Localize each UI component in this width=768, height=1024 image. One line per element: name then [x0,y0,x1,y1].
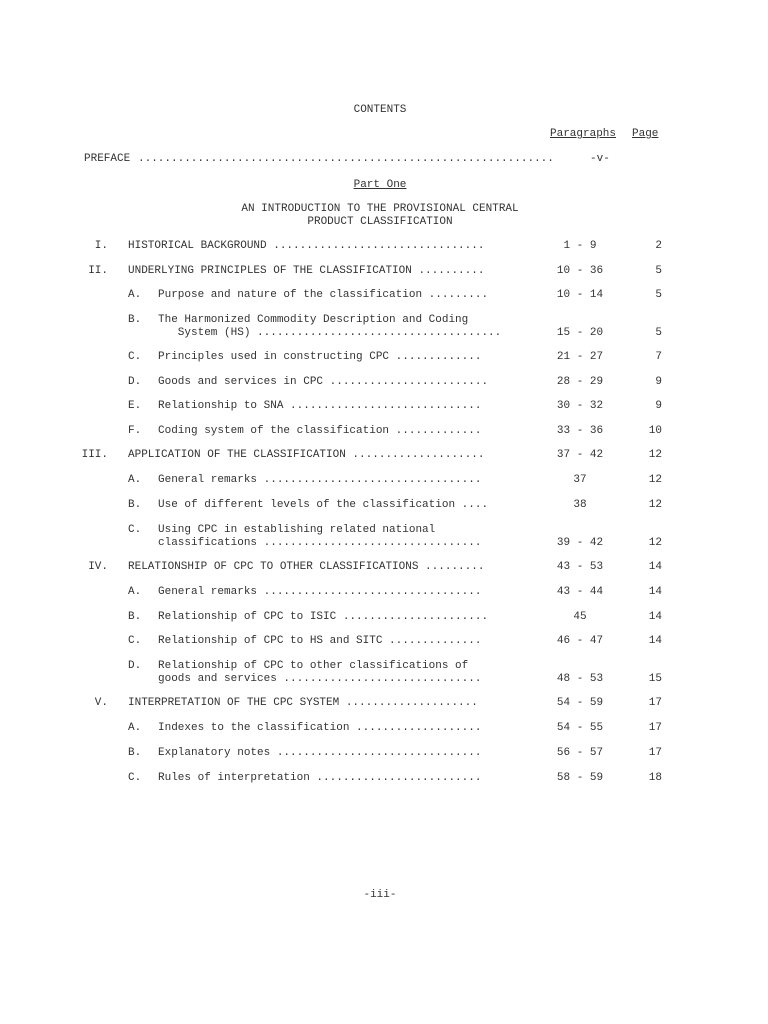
section-number: V. [94,697,108,709]
paragraph-range: 10 - 36 [556,265,604,277]
subsection-letter: B. [128,747,142,759]
paragraph-range: 1 - 9 [563,240,597,252]
preface-leaders: ............................................................... [138,153,554,165]
page-number: 5 [655,327,662,339]
page-number: 12 [648,474,662,486]
subsection-letter: A. [128,289,142,301]
entry-title-line: Relationship of CPC to ISIC ...................... [158,611,489,623]
entry-title-line: INTERPRETATION OF THE CPC SYSTEM .................... [128,697,478,709]
preface-page: -v- [590,153,610,165]
entry-title-line: General remarks ................................. [158,586,482,598]
page-number: 17 [648,697,662,709]
entry-title-line: Relationship of CPC to HS and SITC .............. [158,635,482,647]
page-number: 9 [655,376,662,388]
page-column-header: Page [632,128,659,140]
page-number: 12 [648,449,662,461]
paragraph-range: 54 - 59 [556,697,604,709]
page-number: 14 [648,561,662,573]
subsection-letter: F. [128,425,142,437]
section-number: IV. [88,561,108,573]
contents-heading: CONTENTS [353,104,407,116]
subsection-letter: C. [128,635,142,647]
entry-title-line: General remarks ................................. [158,474,482,486]
paragraph-range: 21 - 27 [556,351,604,363]
entry-title-line: Relationship to SNA ............................. [158,400,482,412]
page-number: 5 [655,289,662,301]
paragraph-range: 30 - 32 [556,400,604,412]
paragraph-range: 37 - 42 [556,449,604,461]
section-number: I. [94,240,108,252]
page-number: 12 [648,499,662,511]
subsection-letter: A. [128,474,142,486]
page-number: 12 [648,537,662,549]
page-number: 18 [648,772,662,784]
paragraph-range: 33 - 36 [556,425,604,437]
subsection-letter: D. [128,376,142,388]
entry-title-line: Use of different levels of the classification .... [158,499,489,511]
subsection-letter: B. [128,499,142,511]
entry-title-line: Goods and services in CPC ........................ [158,376,489,388]
entry-title-line: Using CPC in establishing related national [158,524,436,536]
subsection-letter: A. [128,586,142,598]
entry-title-line: Explanatory notes ............................... [158,747,482,759]
entry-title-line: Principles used in constructing CPC ............. [158,351,482,363]
entry-title-line: Indexes to the classification ................... [158,722,482,734]
paragraph-range: 58 - 59 [556,772,604,784]
paragraph-range: 45 [573,611,587,623]
subsection-letter: B. [128,611,142,623]
preface-label: PREFACE [84,153,131,165]
paragraph-range: 43 - 53 [556,561,604,573]
entry-title-line: HISTORICAL BACKGROUND ................................ [128,240,485,252]
paragraph-range: 43 - 44 [556,586,604,598]
page-number: 14 [648,635,662,647]
page-number: 17 [648,722,662,734]
entry-title-line: System (HS) ..................................... [158,327,502,339]
paragraphs-column-header: Paragraphs [550,128,617,140]
page-number: 2 [655,240,662,252]
paragraph-range: 46 - 47 [556,635,604,647]
entry-title-line: Purpose and nature of the classification ......... [158,289,489,301]
paragraph-range: 56 - 57 [556,747,604,759]
subsection-letter: E. [128,400,142,412]
page-number: 14 [648,586,662,598]
entry-title-line: Coding system of the classification ............. [158,425,482,437]
page-number: 15 [648,673,662,685]
entry-title-line: RELATIONSHIP OF CPC TO OTHER CLASSIFICATIONS ......... [128,561,485,573]
subsection-letter: C. [128,772,142,784]
paragraph-range: 38 [573,499,587,511]
entry-title-line: classifications ................................. [158,537,482,549]
entry-title-line: APPLICATION OF THE CLASSIFICATION .................... [128,449,485,461]
entry-title-line: Relationship of CPC to other classifications of [158,660,469,672]
subsection-letter: B. [128,314,142,326]
part-subtitle-line-1: AN INTRODUCTION TO THE PROVISIONAL CENTRAL [241,203,519,215]
page-number: 10 [648,425,662,437]
page-number: 9 [655,400,662,412]
entry-title-line: goods and services .............................. [158,673,482,685]
section-number: II. [88,265,108,277]
paragraph-range: 37 [573,474,587,486]
subsection-letter: C. [128,351,142,363]
part-title: Part One [353,179,407,191]
paragraph-range: 48 - 53 [556,673,604,685]
entry-title-line: Rules of interpretation ......................... [158,772,482,784]
entry-title-line: UNDERLYING PRINCIPLES OF THE CLASSIFICATION .......... [128,265,485,277]
paragraph-range: 54 - 55 [556,722,604,734]
subsection-letter: C. [128,524,142,536]
entry-title-line: The Harmonized Commodity Description and Coding [158,314,469,326]
subsection-letter: A. [128,722,142,734]
page-number-footer: -iii- [363,889,397,901]
paragraph-range: 15 - 20 [556,327,604,339]
page-number: 5 [655,265,662,277]
subsection-letter: D. [128,660,142,672]
page-number: 14 [648,611,662,623]
paragraph-range: 10 - 14 [556,289,604,301]
paragraph-range: 39 - 42 [556,537,604,549]
section-number: III. [81,449,108,461]
page-number: 17 [648,747,662,759]
paragraph-range: 28 - 29 [556,376,604,388]
page-number: 7 [655,351,662,363]
part-subtitle-line-2: PRODUCT CLASSIFICATION [307,216,453,228]
